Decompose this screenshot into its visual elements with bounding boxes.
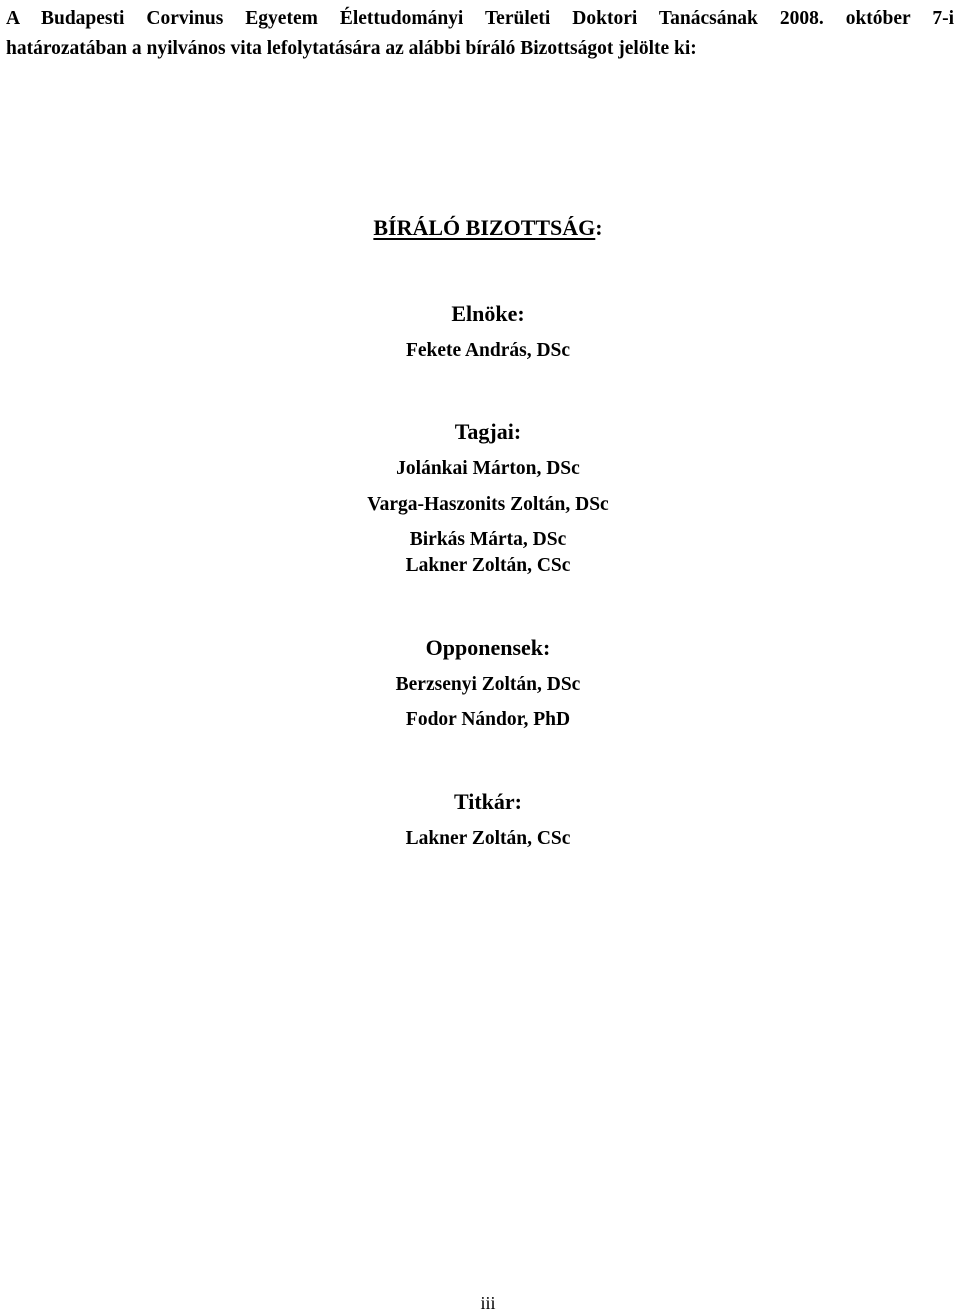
chair-name: Fekete András, DSc [405, 340, 571, 361]
chair-heading: Elnöke: [451, 301, 525, 326]
committee-title-colon: : [595, 215, 603, 240]
intro-paragraph [6, 4, 954, 64]
committee-title-text: BÍRÁLÓ BIZOTTSÁG [373, 215, 596, 240]
member-name: Jolánkai Márton, DSc [396, 458, 580, 479]
secretary-heading: Titkár: [453, 789, 523, 814]
committee-title [0, 213, 960, 243]
intro-line-1: A Budapesti Corvinus Egyetem Élettudományi Területi Doktori Tanácsának 2008. október 7-i [6, 8, 954, 29]
members-heading: Tagjai: [454, 419, 522, 444]
opponent-name: Berzsenyi Zoltán, DSc [395, 674, 581, 695]
member-name: Lakner Zoltán, CSc [405, 555, 571, 576]
opponent-name: Fodor Nándor, PhD [405, 709, 571, 730]
member-name: Varga-Haszonits Zoltán, DSc [367, 494, 609, 515]
member-name: Birkás Márta, DSc [409, 529, 567, 550]
opponents-heading: Opponensek: [425, 635, 551, 660]
page-number: iii [480, 1293, 496, 1313]
intro-line-2: határozatában a nyilvános vita lefolytatására az alábbi bíráló Bizottságot jelölte ki: [6, 38, 697, 59]
secretary-name: Lakner Zoltán, CSc [405, 828, 571, 849]
